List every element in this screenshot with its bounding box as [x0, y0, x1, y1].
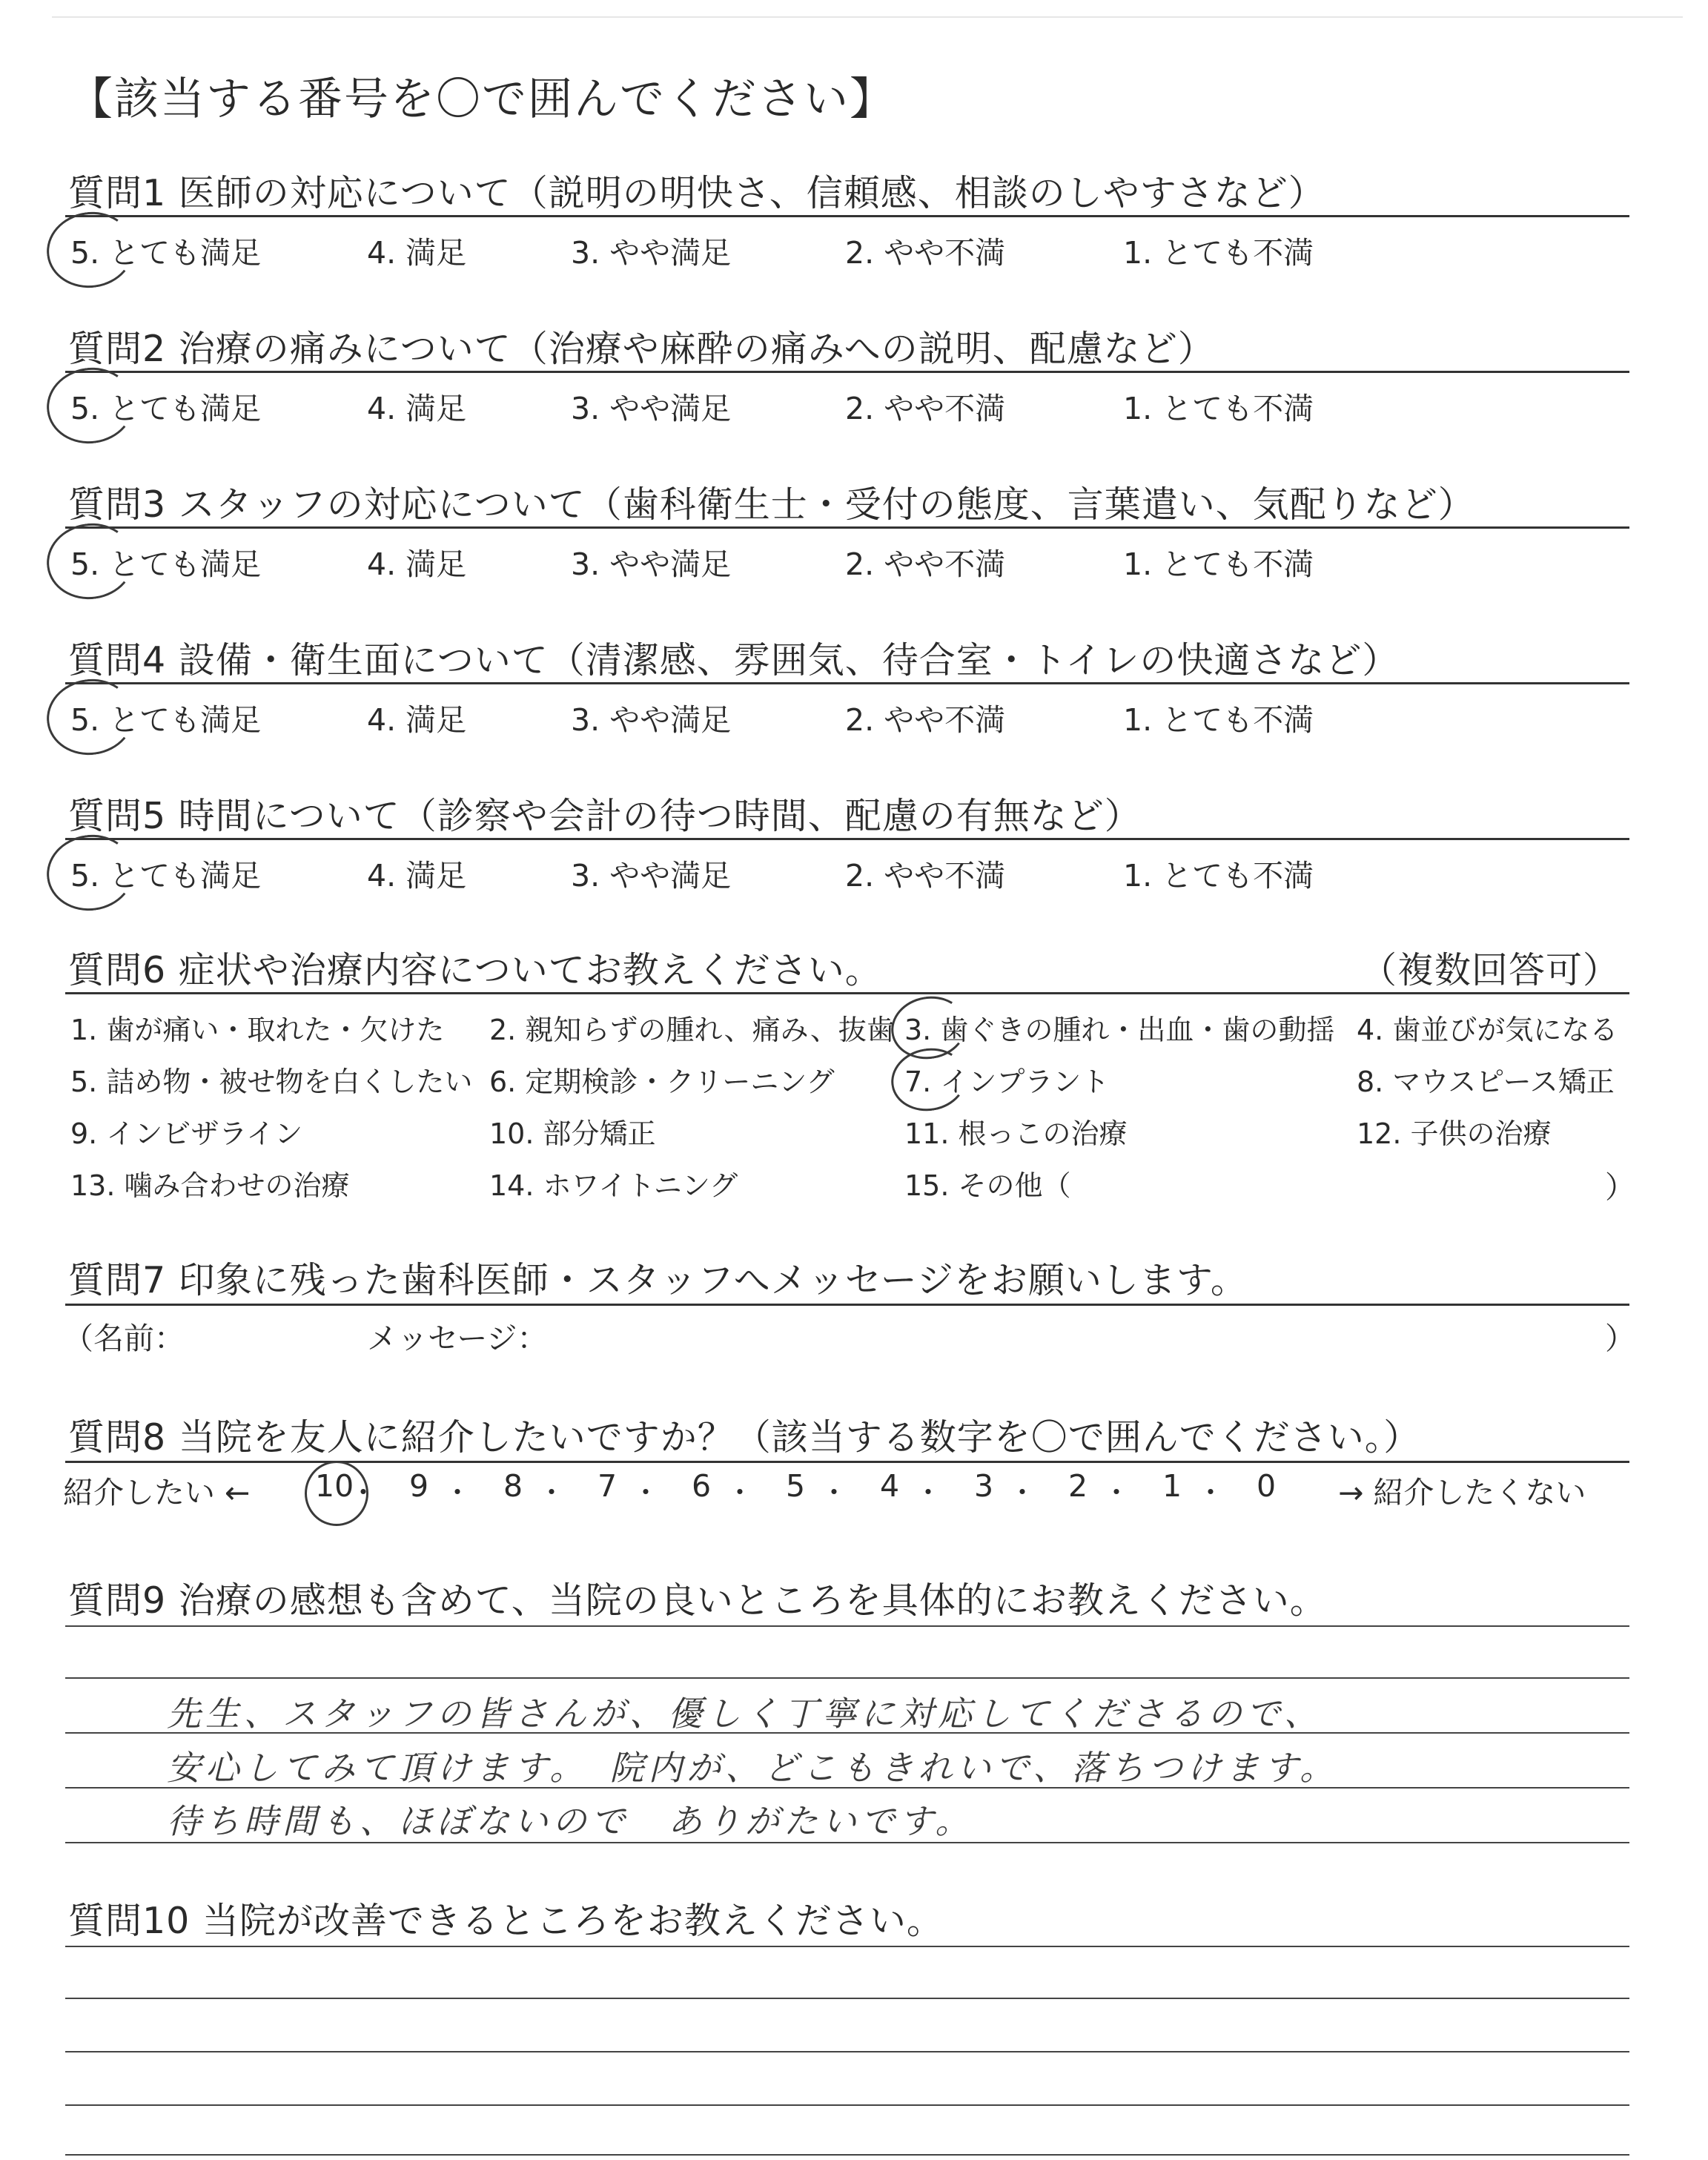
- rating-option[interactable]: 3. やや満足: [571, 702, 732, 738]
- rating-option[interactable]: 5. とても満足: [70, 391, 262, 426]
- selection-circle: [42, 206, 139, 293]
- q8-scale-value[interactable]: 5: [786, 1468, 806, 1504]
- rating-option[interactable]: 4. 満足: [367, 235, 467, 271]
- q8-right-label: → 紹介したくない: [1338, 1475, 1586, 1510]
- top-edge-line: [52, 16, 1683, 18]
- q9-answer-line: 待ち時間も、ほぼないので ありがたいです。: [167, 1801, 974, 1841]
- q6-option[interactable]: 11. 根っこの治療: [904, 1117, 1128, 1150]
- rating-option[interactable]: 1. とても不満: [1123, 391, 1314, 426]
- q8-separator-dot: ・: [1008, 1476, 1037, 1509]
- q6-option[interactable]: 5. 詰め物・被せ物を白くしたい: [70, 1066, 473, 1098]
- q7-underline: [65, 1304, 1629, 1306]
- q8-separator-dot: ・: [726, 1476, 755, 1509]
- q9-line-1: [65, 1625, 1629, 1627]
- q10-line-5: [65, 2154, 1629, 2156]
- q9-answer-line: 安心してみて頂けます。 院内が、どこもきれいで、落ちつけます。: [167, 1748, 1339, 1788]
- q8-scale-value[interactable]: 10: [315, 1468, 354, 1504]
- rating-option[interactable]: 2. やや不満: [845, 858, 1006, 894]
- q8-scale-value[interactable]: 3: [974, 1468, 994, 1504]
- q7-label: 質問7 印象に残った歯科医師・スタッフへメッセージをお願いします。: [68, 1259, 1248, 1301]
- q6-option[interactable]: 8. マウスピース矯正: [1357, 1066, 1615, 1098]
- rating-option[interactable]: 5. とても満足: [70, 546, 262, 582]
- rating-option[interactable]: 1. とても不満: [1123, 702, 1314, 738]
- q10-line-3: [65, 2051, 1629, 2052]
- selection-circle: [42, 362, 139, 449]
- rating-option[interactable]: 1. とても不満: [1123, 546, 1314, 582]
- rating-option[interactable]: 2. やや不満: [845, 546, 1006, 582]
- rating-option[interactable]: 1. とても不満: [1123, 235, 1314, 271]
- q6-option[interactable]: 3. 歯ぐきの腫れ・出血・歯の動揺: [904, 1014, 1335, 1046]
- q8-scale-value[interactable]: 9: [409, 1468, 429, 1504]
- q8-separator-dot: ・: [537, 1476, 566, 1509]
- rating-option[interactable]: 4. 満足: [367, 546, 467, 582]
- q6-option[interactable]: 6. 定期検診・クリーニング: [489, 1066, 835, 1098]
- q8-scale-value[interactable]: 6: [692, 1468, 712, 1504]
- q6-option[interactable]: 12. 子供の治療: [1357, 1117, 1552, 1150]
- q6-option[interactable]: 7. インプラント: [904, 1066, 1110, 1098]
- q6-option[interactable]: 10. 部分矯正: [489, 1117, 656, 1150]
- q8-scale-value[interactable]: 4: [880, 1468, 900, 1504]
- rating-option[interactable]: 4. 満足: [367, 702, 467, 738]
- q6-option[interactable]: 14. ホワイトニング: [489, 1169, 738, 1202]
- rating-option[interactable]: 3. やや満足: [571, 546, 732, 582]
- rating-option[interactable]: 5. とても満足: [70, 858, 262, 894]
- q6-option[interactable]: 4. 歯並びが気になる: [1357, 1014, 1618, 1046]
- selection-circle: [42, 829, 139, 916]
- q6-option[interactable]: 9. インビザライン: [70, 1117, 303, 1150]
- rating-question-underline: [65, 215, 1629, 217]
- rating-question-label: 質問1 医師の対応について（説明の明快さ、信頼感、相談のしやすさなど）: [68, 172, 1325, 214]
- rating-option[interactable]: 3. やや満足: [571, 391, 732, 426]
- q8-scale-value[interactable]: 2: [1068, 1468, 1088, 1504]
- q8-left-label: 紹介したい ←: [63, 1475, 251, 1510]
- q8-separator-dot: ・: [820, 1476, 849, 1509]
- rating-question-label: 質問4 設備・衛生面について（清潔感、雰囲気、待合室・トイレの快適さなど）: [68, 639, 1400, 681]
- q8-underline: [65, 1461, 1629, 1463]
- q8-label: 質問8 当院を友人に紹介したいですか？（該当する数字を〇で囲んでください。）: [68, 1416, 1421, 1459]
- q6-option[interactable]: 1. 歯が痛い・取れた・欠けた: [70, 1014, 445, 1046]
- selection-circle: [886, 1043, 971, 1117]
- q7-message-label: メッセージ：: [367, 1321, 548, 1356]
- rating-question-label: 質問5 時間について（診察や会計の待つ時間、配慮の有無など）: [68, 795, 1142, 837]
- q9-label: 質問9 治療の感想も含めて、当院の良いところを具体的にお教えください。: [68, 1579, 1327, 1622]
- q8-separator-dot: ・: [914, 1476, 943, 1509]
- q10-line-4: [65, 2104, 1629, 2106]
- rating-option[interactable]: 1. とても不満: [1123, 858, 1314, 894]
- rating-option[interactable]: 3. やや満足: [571, 235, 732, 271]
- page-title: 【該当する番号を〇で囲んでください】: [68, 73, 896, 125]
- selection-circle: [305, 1461, 368, 1526]
- q6-option[interactable]: 15. その他（: [904, 1169, 1071, 1202]
- rating-question-underline: [65, 838, 1629, 840]
- q8-scale-value[interactable]: 7: [598, 1468, 618, 1504]
- rating-option[interactable]: 4. 満足: [367, 858, 467, 894]
- q10-line-2: [65, 1998, 1629, 1999]
- q8-scale-value[interactable]: 8: [503, 1468, 523, 1504]
- q6-label: 質問6 症状や治療内容についてお教えください。: [68, 949, 882, 991]
- rating-option[interactable]: 5. とても満足: [70, 235, 262, 271]
- rating-option[interactable]: 4. 満足: [367, 391, 467, 426]
- selection-circle: [42, 673, 139, 760]
- q8-scale-value[interactable]: 1: [1162, 1468, 1182, 1504]
- rating-question-underline: [65, 682, 1629, 684]
- q8-separator-dot: ・: [443, 1476, 472, 1509]
- q8-separator-dot: ・: [349, 1476, 378, 1509]
- rating-question-label: 質問2 治療の痛みについて（治療や麻酔の痛みへの説明、配慮など）: [68, 328, 1215, 370]
- q6-option[interactable]: 2. 親知らずの腫れ、痛み、抜歯: [489, 1014, 895, 1046]
- q8-separator-dot: ・: [632, 1476, 661, 1509]
- q8-scale-value[interactable]: 0: [1257, 1468, 1277, 1504]
- q6-note: （複数回答可）: [1360, 949, 1621, 991]
- rating-option[interactable]: 5. とても満足: [70, 702, 262, 738]
- rating-option[interactable]: 2. やや不満: [845, 391, 1006, 426]
- rating-option[interactable]: 2. やや不満: [845, 235, 1006, 271]
- rating-option[interactable]: 2. やや不満: [845, 702, 1006, 738]
- rating-question-underline: [65, 526, 1629, 529]
- q6-underline: [65, 992, 1629, 994]
- q9-line-2: [65, 1677, 1629, 1679]
- q6-option[interactable]: 13. 噛み合わせの治療: [70, 1169, 350, 1202]
- q10-line-1: [65, 1946, 1629, 1947]
- q6-close-paren: ）: [1605, 1169, 1635, 1205]
- q7-name-label: （名前：: [63, 1321, 185, 1356]
- rating-option[interactable]: 3. やや満足: [571, 858, 732, 894]
- rating-question-underline: [65, 371, 1629, 373]
- selection-circle: [42, 518, 139, 604]
- q10-label: 質問10 当院が改善できるところをお教えください。: [68, 1900, 944, 1942]
- q8-separator-dot: ・: [1102, 1476, 1131, 1509]
- rating-question-label: 質問3 スタッフの対応について（歯科衛生士・受付の態度、言葉遣い、気配りなど）: [68, 483, 1475, 526]
- q7-close-paren: ）: [1605, 1321, 1635, 1356]
- q8-separator-dot: ・: [1196, 1476, 1225, 1509]
- q9-answer-line: 先生、スタッフの皆さんが、優しく丁寧に対応してくださるので、: [167, 1694, 1323, 1734]
